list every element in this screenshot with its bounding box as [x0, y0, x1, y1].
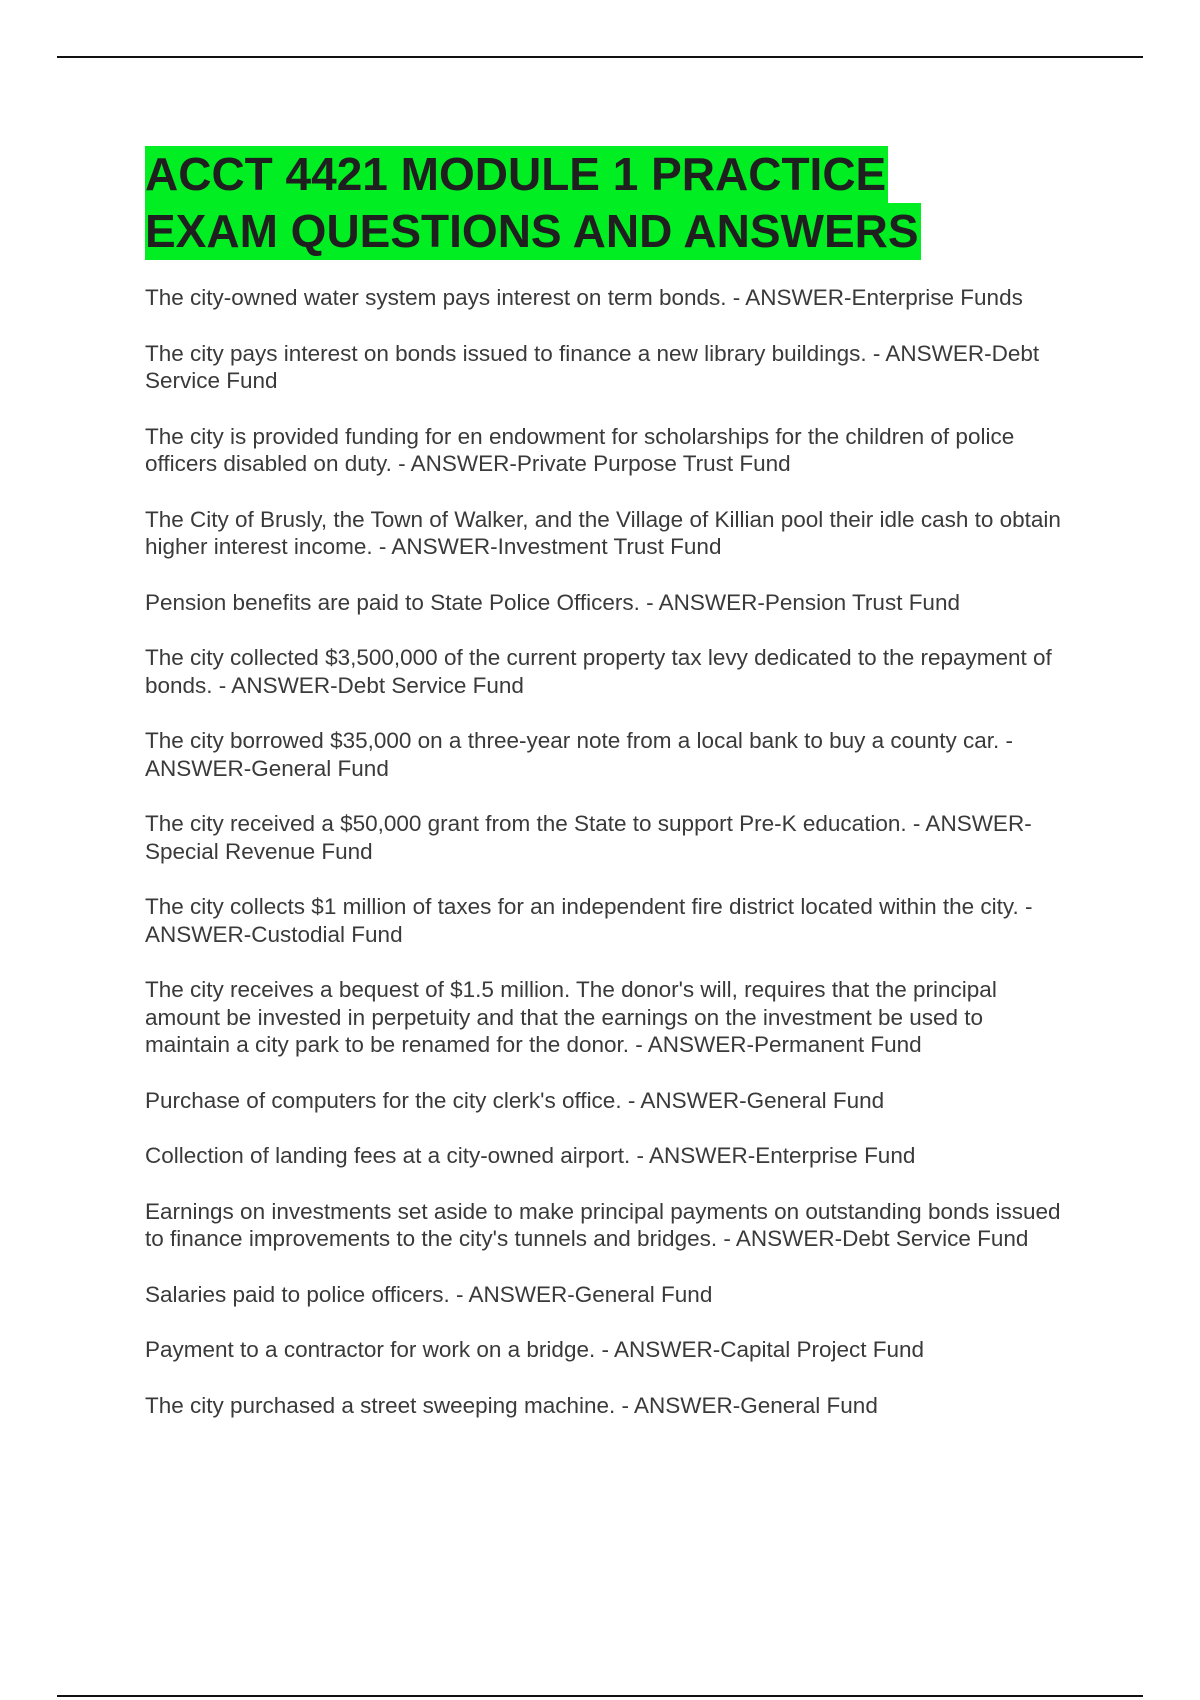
top-rule	[57, 56, 1143, 58]
qa-item: The city is provided funding for en endowment for scholarships for the children of police officers disabled on duty. - ANSWER-Private Purpose Trust Fund	[145, 423, 1015, 476]
qa-item: The city receives a bequest of $1.5 million. The donor's will, requires that the principal amount be invested in perpetuity and that the earnings on the investment be used to maintain a city park to be renamed for the donor. - ANSWER-Permanent Fund	[145, 977, 997, 1057]
qa-item: The city collected $3,500,000 of the current property tax levy dedicated to the repayment of bonds. - ANSWER-Debt Service Fund	[145, 645, 1052, 698]
qa-item: Earnings on investments set aside to make principal payments on outstanding bonds issued to finance improvements to the city's tunnels and bridges. - ANSWER-Debt Service Fund	[145, 1198, 1061, 1251]
title-line-1: ACCT 4421 MODULE 1 PRACTICE	[145, 146, 888, 203]
qa-item: Collection of landing fees at a city-owned airport. - ANSWER-Enterprise Fund	[145, 1143, 916, 1168]
qa-item: The city-owned water system pays interest on term bonds. - ANSWER-Enterprise Funds	[145, 285, 1023, 310]
qa-item: The city purchased a street sweeping machine. - ANSWER-General Fund	[145, 1392, 878, 1418]
document-title	[145, 146, 1145, 260]
qa-item: Payment to a contractor for work on a bridge. - ANSWER-Capital Project Fund	[145, 1337, 925, 1362]
qa-item: Purchase of computers for the city clerk's office. - ANSWER-General Fund	[145, 1087, 885, 1113]
qa-item: The city received a $50,000 grant from the State to support Pre-K education. - ANSWER-Special Revenue Fund	[145, 811, 1032, 864]
qa-item: The City of Brusly, the Town of Walker, and the Village of Killian pool their idle cash to obtain higher interest income. - ANSWER-Investment Trust Fund	[145, 506, 1061, 559]
bottom-rule	[57, 1695, 1143, 1697]
qa-item: Pension benefits are paid to State Police Officers. - ANSWER-Pension Trust Fund	[145, 589, 960, 615]
question-answer-list	[145, 284, 1065, 1447]
qa-item: The city collects $1 million of taxes for an independent fire district located within the city. - ANSWER-Custodial Fund	[145, 894, 1033, 947]
qa-item: The city borrowed $35,000 on a three-year note from a local bank to buy a county car. - ANSWER-General Fund	[145, 728, 1013, 781]
qa-item: The city pays interest on bonds issued to finance a new library buildings. - ANSWER-Debt Service Fund	[145, 340, 1040, 393]
qa-item: Salaries paid to police officers. - ANSWER-General Fund	[145, 1281, 713, 1307]
title-line-2: EXAM QUESTIONS AND ANSWERS	[145, 203, 921, 260]
